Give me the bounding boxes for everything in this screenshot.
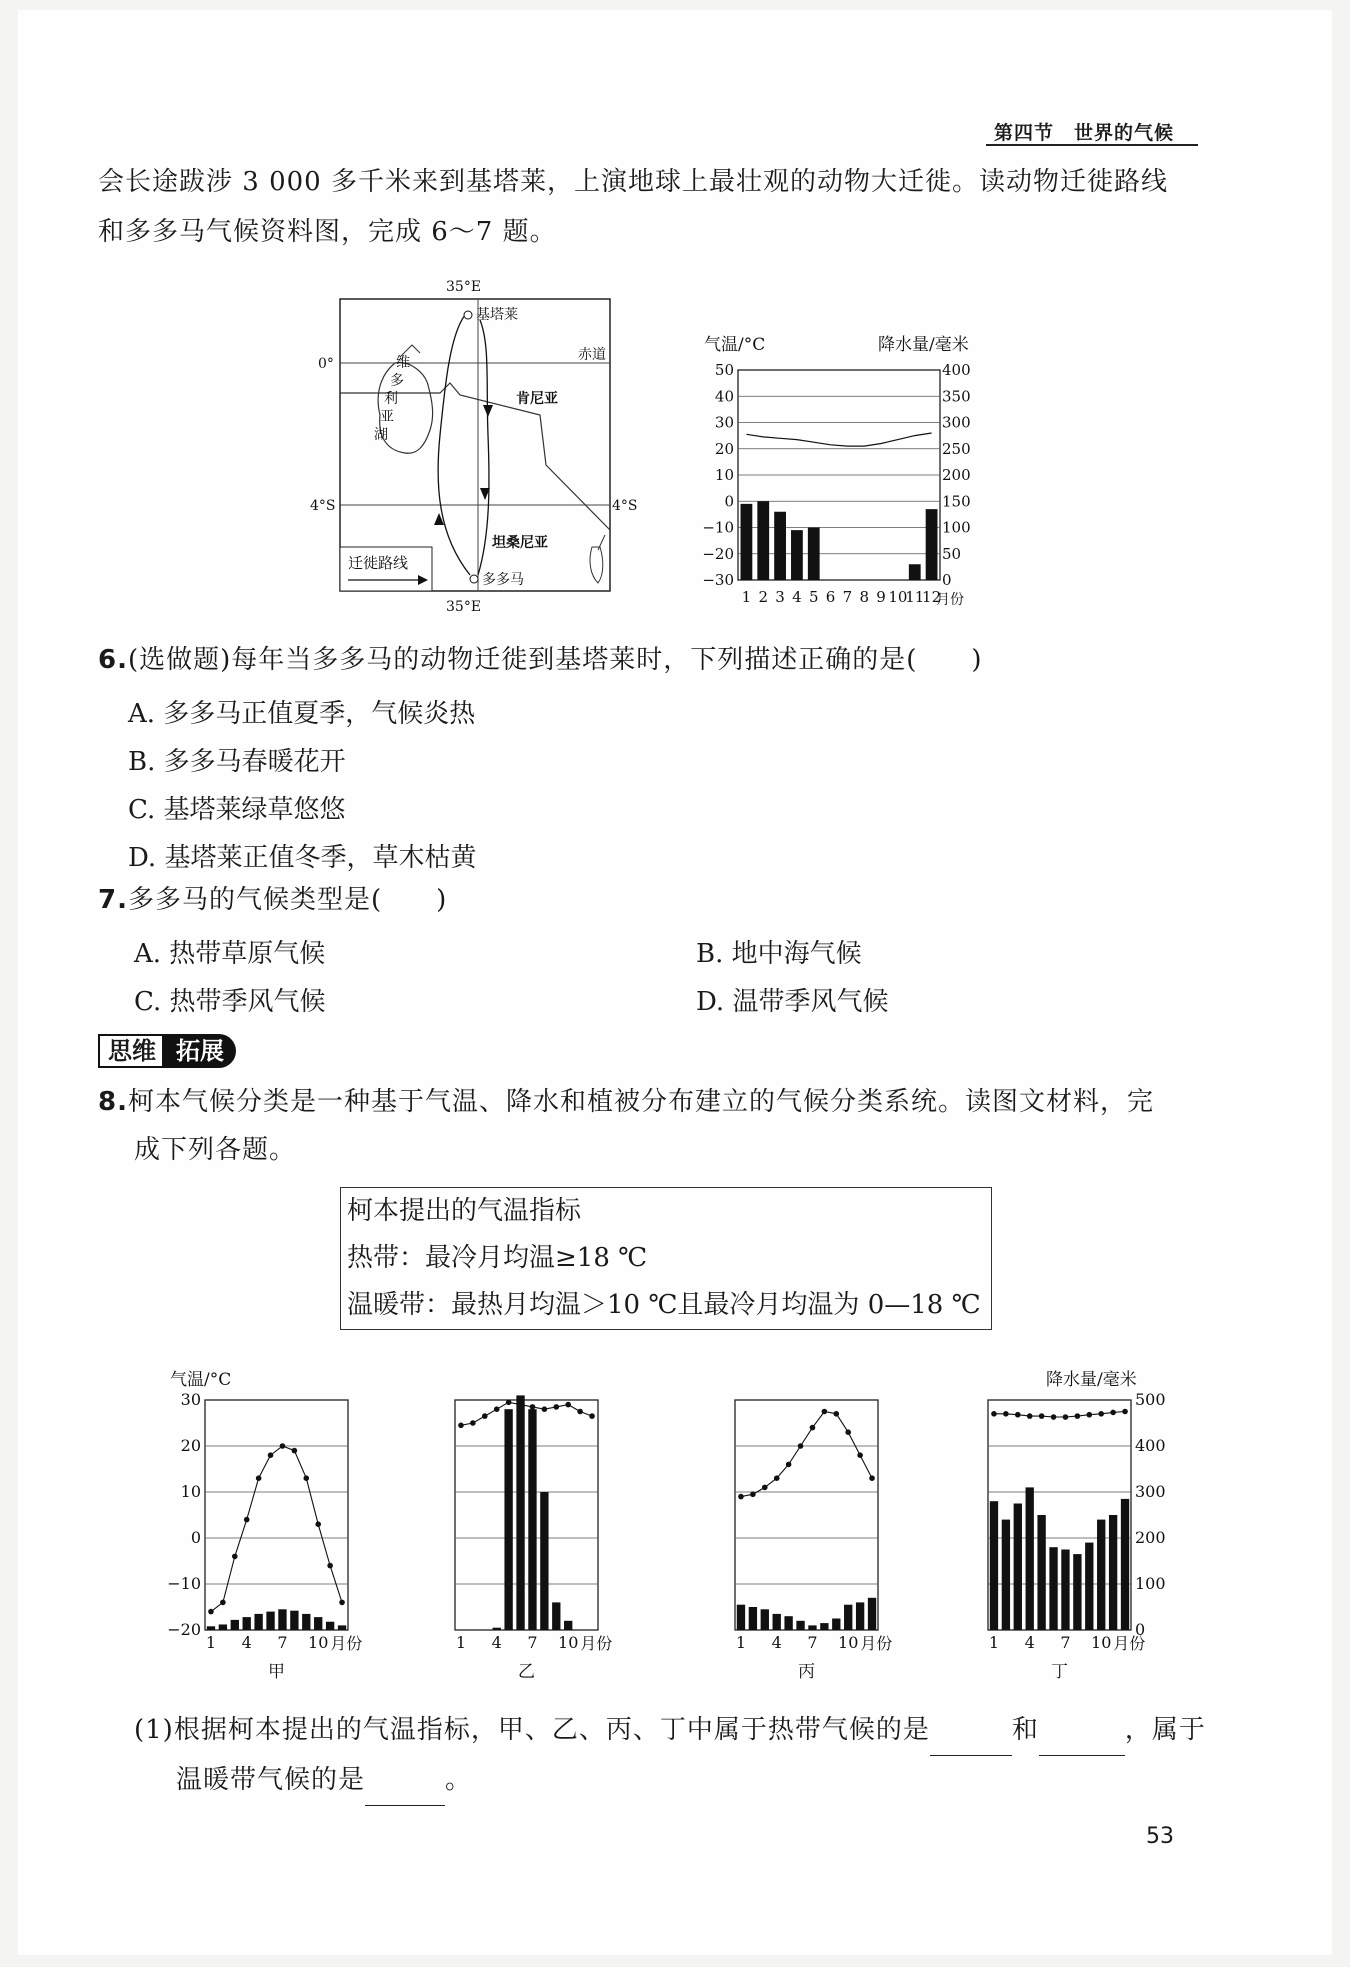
month-unit-label: 月份	[860, 1634, 893, 1653]
temp-tick-label: 10	[180, 1482, 201, 1501]
temp-tick-label: 40	[714, 387, 734, 406]
temp-tick-label: −10	[167, 1574, 201, 1593]
precip-bar	[207, 1626, 215, 1630]
lake-char-1: 维	[396, 355, 410, 371]
route-arrow-down	[483, 405, 493, 417]
precip-tick-label: 300	[1135, 1482, 1166, 1501]
q7-text: 多多马的气候类型是( )	[127, 885, 448, 915]
climate-chart-乙	[455, 1395, 612, 1682]
precip-bar	[243, 1617, 251, 1630]
month-tick-label: 10	[558, 1633, 579, 1652]
q8-1-line-1	[134, 1705, 1206, 1756]
chart-name-label: 甲	[268, 1662, 285, 1682]
month-unit-label: 月份	[1113, 1634, 1146, 1653]
precip-tick-label: 0	[1135, 1620, 1146, 1639]
q8-1-line-2	[176, 1755, 472, 1806]
precip-bar	[791, 530, 803, 580]
intro-line-2: 和多多马气候资料图，完成 6～7 题。	[98, 217, 557, 247]
precip-bar	[1049, 1547, 1057, 1630]
q7-option-c: C. 热带季风气候	[134, 987, 326, 1017]
month-tick-label: 12	[922, 588, 942, 606]
q8-line-1	[98, 1077, 1154, 1127]
month-tick-label: 4	[241, 1633, 252, 1652]
month-unit-label: 月份	[580, 1634, 613, 1653]
q6-option-b: B. 多多马春暖花开	[128, 747, 346, 777]
q7-option-a: A. 热带草原气候	[134, 939, 326, 969]
precip-tick-label: 400	[1135, 1436, 1166, 1455]
temp-tick-label: −30	[702, 571, 734, 589]
badge-left: 思维	[98, 1034, 166, 1068]
precip-axis-label: 降水量/毫米	[878, 335, 969, 355]
answer-blank-1[interactable]	[930, 1705, 1012, 1756]
lon-top-label: 35°E	[446, 279, 482, 295]
intro-line-1: 会长途跋涉 3 000 多千米来到基塔莱，上演地球上最壮观的动物大迁徙。读动物迁徙路线	[98, 167, 1168, 197]
precip-bar	[528, 1409, 536, 1630]
tanzania-label: 坦桑尼亚	[492, 535, 548, 551]
answer-blank-3[interactable]	[365, 1755, 445, 1806]
section-header: 第四节 世界的气候	[994, 122, 1175, 144]
precip-tick-label: 350	[942, 387, 971, 406]
precip-bar	[868, 1598, 876, 1630]
precip-bar	[540, 1492, 548, 1630]
legend-label: 迁徙路线	[348, 554, 409, 572]
lake-char-2: 多	[390, 373, 404, 389]
header-rule	[986, 144, 1198, 146]
q7-stem	[98, 875, 447, 925]
q6-text: (选做题)每年当多多马的动物迁徙到基塔莱时，下列描述正确的是( )	[127, 645, 983, 675]
temp-tick-label: −20	[702, 544, 734, 563]
route-east	[478, 320, 489, 575]
lake-char-4: 亚	[380, 409, 394, 425]
q8-1-text-3: 温暖带气候的是	[176, 1765, 366, 1795]
precip-bar	[1002, 1520, 1010, 1630]
chart-name-label: 丙	[798, 1662, 815, 1682]
precip-bar	[741, 504, 753, 580]
precip-bar	[926, 509, 938, 580]
kenya-label: 肯尼亚	[516, 391, 558, 407]
temperature-curve	[746, 433, 931, 446]
q8-line-2: 成下列各题。	[134, 1135, 297, 1165]
precip-bar	[552, 1602, 560, 1630]
page-number: 53	[1146, 1824, 1174, 1849]
precip-bar	[761, 1609, 769, 1630]
month-tick-label: 7	[277, 1633, 288, 1652]
precip-bar	[1097, 1520, 1105, 1630]
month-tick-label: 7	[807, 1633, 818, 1652]
month-tick-label: 7	[1060, 1633, 1071, 1652]
q6-stem	[98, 635, 983, 685]
precip-tick-label: 300	[942, 413, 971, 432]
temp-point	[869, 1475, 875, 1481]
q6-option-c: C. 基塔莱绿草悠悠	[128, 795, 346, 825]
month-tick-label: 10	[838, 1633, 859, 1652]
precip-bar	[493, 1628, 501, 1630]
month-tick-label: 2	[758, 588, 769, 606]
lat-0-label: 0°	[318, 356, 334, 372]
precip-tick-label: 200	[942, 466, 971, 484]
month-tick-label: 4	[1024, 1633, 1035, 1652]
temp-tick-label: 10	[714, 466, 734, 484]
month-tick-label: 6	[825, 588, 836, 606]
chart-name-label: 乙	[518, 1662, 535, 1682]
q8-1-and: 和	[1011, 1715, 1039, 1745]
precip-tick-label: 500	[1135, 1390, 1166, 1409]
temp-point	[589, 1413, 595, 1419]
precip-bar	[231, 1620, 239, 1630]
precip-bar	[757, 501, 769, 580]
month-tick-label: 7	[527, 1633, 538, 1652]
month-tick-label: 1	[735, 1633, 747, 1652]
precip-bar	[774, 512, 786, 580]
precip-bar	[909, 564, 921, 580]
precip-bar	[278, 1609, 286, 1630]
precip-tick-label: 150	[942, 492, 971, 511]
month-tick-label: 7	[842, 588, 853, 606]
q6-number: 6.	[98, 645, 128, 675]
precip-bar	[990, 1501, 998, 1630]
koppen-table-row-tropical: 热带：最冷月均温≥18 ℃	[347, 1243, 648, 1273]
q7-number: 7.	[98, 885, 128, 915]
chart-frame	[455, 1400, 598, 1630]
precip-bar	[820, 1623, 828, 1630]
chart-frame	[735, 1400, 878, 1630]
precip-bar	[1026, 1487, 1034, 1630]
month-tick-label: 10	[1091, 1633, 1112, 1652]
month-tick-label: 4	[792, 588, 802, 606]
temp-tick-label: 0	[190, 1528, 201, 1547]
small-temp-axis-label: 气温/°C	[170, 1370, 232, 1390]
precip-bar	[1037, 1515, 1045, 1630]
kitale-marker	[464, 311, 472, 319]
month-tick-label: 3	[775, 588, 785, 606]
month-unit-label: 月份	[330, 1634, 363, 1653]
month-tick-label: 4	[771, 1633, 782, 1652]
q7-option-d: D. 温带季风气候	[696, 987, 889, 1017]
month-tick-label: 5	[808, 588, 819, 606]
migration-map	[300, 275, 640, 615]
lon-bottom-label: 35°E	[446, 599, 482, 615]
temp-axis-label: 气温/°C	[704, 335, 766, 355]
precip-bar	[326, 1622, 334, 1630]
equator-label: 赤道	[578, 347, 606, 363]
precip-bar	[254, 1614, 262, 1630]
section-badge	[98, 1034, 236, 1068]
q6-option-d: D. 基塔莱正值冬季，草木枯黄	[128, 843, 477, 873]
precip-bar	[1061, 1550, 1069, 1631]
answer-blank-2[interactable]	[1039, 1705, 1125, 1756]
q8-text-1: 柯本气候分类是一种基于气温、降水和植被分布建立的气候分类系统。读图文材料，完	[127, 1087, 1154, 1117]
q6-option-a: A. 多多马正值夏季，气候炎热	[128, 699, 476, 729]
month-tick-label: 1	[205, 1633, 217, 1652]
precip-bar	[773, 1614, 781, 1630]
month-tick-label: 11	[905, 588, 925, 606]
temp-tick-label: −20	[167, 1620, 201, 1639]
q8-number: 8.	[98, 1087, 128, 1117]
climate-chart-甲	[167, 1390, 362, 1682]
precip-bar	[564, 1621, 572, 1630]
precip-bar	[314, 1617, 322, 1630]
precip-tick-label: 100	[942, 518, 971, 537]
precip-bar	[856, 1602, 864, 1630]
precip-bar	[844, 1605, 852, 1630]
four-climate-charts	[150, 1355, 1200, 1695]
chart-name-label: 丁	[1051, 1662, 1068, 1682]
precip-bar	[302, 1614, 310, 1630]
precip-bar	[784, 1616, 792, 1630]
dodoma-climate-chart	[690, 330, 1010, 615]
month-tick-label: 10	[308, 1633, 329, 1652]
precip-bar	[1121, 1499, 1129, 1630]
q8-1-end: 。	[445, 1765, 473, 1795]
precip-bar	[737, 1605, 745, 1630]
koppen-table-title: 柯本提出的气温指标	[347, 1196, 582, 1226]
koppen-table-row-warm: 温暖带：最热月均温＞10 ℃且最冷月均温为 0—18 ℃	[347, 1290, 981, 1320]
month-tick-label: 1	[455, 1633, 467, 1652]
precip-bar	[1014, 1504, 1022, 1631]
precip-tick-label: 0	[942, 571, 952, 589]
coastline	[598, 535, 605, 550]
precip-bar	[1085, 1543, 1093, 1630]
temp-tick-label: −10	[702, 518, 734, 537]
temperature-curve	[461, 1402, 592, 1425]
precip-tick-label: 400	[942, 361, 971, 379]
lake-char-3: 利	[384, 391, 398, 407]
precip-bar	[219, 1624, 227, 1630]
temp-tick-label: 20	[180, 1436, 201, 1455]
precip-bar	[749, 1607, 757, 1630]
temp-tick-label: 30	[714, 413, 734, 432]
kenya-tanzania-border	[340, 383, 610, 530]
precip-tick-label: 250	[942, 439, 971, 458]
q7-option-b: B. 地中海气候	[696, 939, 862, 969]
precip-bar	[266, 1612, 274, 1630]
month-tick-label: 9	[876, 588, 886, 606]
precip-bar	[796, 1621, 804, 1630]
kitale-label: 基塔莱	[476, 307, 518, 323]
lat-4s-left-label: 4°S	[310, 498, 336, 514]
lake-char-5: 湖	[374, 427, 388, 443]
lat-4s-right-label: 4°S	[612, 498, 638, 514]
dodoma-marker	[470, 575, 478, 583]
koppen-table	[340, 1187, 992, 1330]
month-unit-label: 月份	[936, 592, 964, 608]
month-tick-label: 1	[988, 1633, 1000, 1652]
small-precip-axis-label: 降水量/毫米	[1046, 1370, 1137, 1390]
precip-bar	[338, 1625, 346, 1630]
temperature-curve	[994, 1412, 1125, 1418]
month-tick-label: 8	[859, 588, 870, 606]
precip-bar	[516, 1395, 524, 1630]
q8-1-text-2: ，属于	[1124, 1715, 1206, 1745]
dodoma-label: 多多马	[482, 572, 524, 588]
island	[590, 547, 603, 583]
month-tick-label: 1	[741, 588, 752, 606]
route-west	[438, 315, 470, 575]
temp-tick-label: 20	[714, 439, 734, 458]
precip-tick-label: 50	[942, 544, 962, 563]
temperature-curve	[211, 1446, 342, 1612]
chart-frame	[205, 1400, 348, 1630]
precip-bar	[808, 528, 820, 581]
precip-bar	[832, 1619, 840, 1631]
precip-bar	[808, 1625, 816, 1630]
precip-tick-label: 200	[1135, 1528, 1166, 1547]
badge-right: 拓展	[162, 1034, 236, 1068]
temperature-curve	[741, 1412, 872, 1497]
temp-point	[339, 1600, 345, 1606]
precip-tick-label: 100	[1135, 1574, 1166, 1593]
temp-tick-label: 0	[724, 492, 734, 511]
precip-bar	[1073, 1554, 1081, 1630]
precip-bar	[504, 1409, 512, 1630]
month-tick-label: 10	[888, 588, 908, 606]
month-tick-label: 4	[491, 1633, 502, 1652]
q8-1-text-1: (1)根据柯本提出的气温指标，甲、乙、丙、丁中属于热带气候的是	[134, 1715, 930, 1745]
temp-tick-label: 50	[714, 361, 734, 379]
climate-chart-丁	[988, 1390, 1166, 1682]
precip-bar	[290, 1611, 298, 1630]
temp-tick-label: 30	[180, 1390, 201, 1409]
precip-bar	[1109, 1515, 1117, 1630]
climate-chart-丙	[735, 1400, 892, 1682]
